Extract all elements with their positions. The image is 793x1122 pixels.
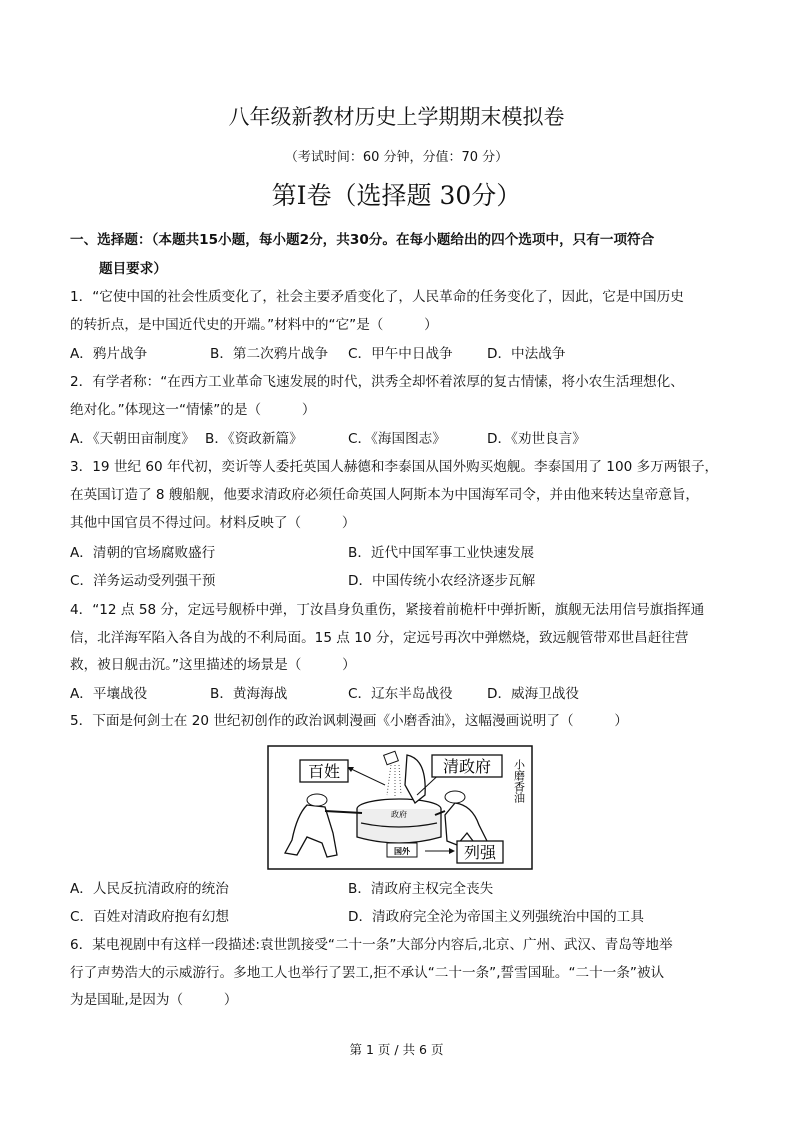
cartoon-title: 小磨香油	[512, 759, 526, 803]
question-6-text: 为是国耻,是因为（ ）	[70, 992, 238, 1008]
question-4-text: 救，被日舰击沉。”这里描述的场景是（ ）	[70, 657, 356, 673]
question-2-option-b: B．《资政新篇》	[205, 431, 303, 447]
question-2-option-a: A．《天朝田亩制度》	[70, 431, 195, 447]
exam-info: （考试时间：60 分钟，分值：70 分）	[284, 150, 509, 165]
section-heading-cont: 题目要求）	[99, 261, 167, 277]
section-heading: 一、选择题：（本题共15小题，每小题2分，共30分。在每小题给出的四个选项中，只有一项符合	[70, 232, 655, 248]
question-6-text: 行了声势浩大的示威游行。多地工人也举行了罢工,拒不承认“二十一条”,誓雪国耻。“二十一条”被认	[70, 965, 665, 981]
question-5-option-c: C．百姓对清政府抱有幻想	[70, 909, 230, 925]
question-5-option-d: D．清政府完全沦为帝国主义列强统治中国的工具	[348, 909, 644, 925]
question-4-option-b: B．黄海海战	[210, 686, 288, 702]
question-4-text: 信，北洋海军陷入各自为战的不利局面。15 点 10 分，定远号再次中弹燃烧，致远舰管带邓世昌赶往营	[70, 630, 689, 646]
question-1-option-b: B．第二次鸦片战争	[210, 346, 329, 362]
question-6-text: 6．某电视剧中有这样一段描述:袁世凯接受“二十一条”大部分内容后,北京、广州、武汉、青岛等地举	[70, 937, 673, 953]
volume-title: 第I卷（选择题 30分）	[271, 181, 522, 210]
cartoon-label-people: 百姓	[307, 762, 341, 781]
question-2-option-d: D．《劝世良言》	[487, 431, 586, 447]
exam-title: 八年级新教材历史上学期期末模拟卷	[228, 105, 565, 129]
question-2-text: 2．有学者称：“在西方工业革命飞速发展的时代，洪秀全却怀着浓厚的复古情愫，将小农生活理想化、	[70, 374, 684, 390]
cartoon-label-gov: 政府	[391, 810, 407, 819]
question-3-text: 在英国订造了 8 艘船舰，他要求清政府必须任命英国人阿斯本为中国海军司令，并由他来转达皇帝意旨，	[70, 487, 700, 503]
question-1-option-c: C．甲午中日战争	[348, 346, 453, 362]
question-4-option-c: C．辽东半岛战役	[348, 686, 453, 702]
question-2-option-c: C．《海国图志》	[348, 431, 446, 447]
cartoon-label-powers: 列强	[463, 843, 497, 862]
question-1-option-d: D．中法战争	[487, 346, 566, 362]
question-3-option-c: C．洋务运动受列强干预	[70, 573, 216, 589]
question-5-text: 5．下面是何剑士在 20 世纪初创作的政治讽刺漫画《小磨香油》，这幅漫画说明了（ ）	[70, 713, 628, 729]
question-3-option-a: A．清朝的官场腐败盛行	[70, 545, 216, 561]
cartoon-label-abroad: 国外	[394, 847, 410, 856]
question-3-option-d: D．中国传统小农经济逐步瓦解	[348, 573, 536, 589]
question-1-option-a: A．鸦片战争	[70, 346, 148, 362]
question-4-option-d: D．威海卫战役	[487, 686, 580, 702]
question-3-text: 其他中国官员不得过问。材料反映了（ ）	[70, 515, 356, 531]
question-4-option-a: A．平壤战役	[70, 686, 148, 702]
question-5-option-a: A．人民反抗清政府的统治	[70, 881, 229, 897]
cartoon-xiaomo-xiangyou	[267, 745, 533, 870]
question-1-text: 1．“它使中国的社会性质变化了，社会主要矛盾变化了，人民革命的任务变化了，因此，它是中国历史	[70, 289, 684, 305]
cartoon-label-qing: 清政府	[442, 757, 492, 776]
question-3-text: 3．19 世纪 60 年代初，奕䜣等人委托英国人赫德和李泰国从国外购买炮舰。李泰国用了 100 多万两银子，	[70, 459, 719, 475]
page-number: 第 1 页 / 共 6 页	[349, 1042, 444, 1057]
question-5-option-b: B．清政府主权完全丧失	[348, 881, 494, 897]
question-1-text: 的转折点，是中国近代史的开端。”材料中的“它”是（ ）	[70, 317, 438, 333]
question-3-option-b: B．近代中国军事工业快速发展	[348, 545, 535, 561]
question-4-text: 4．“12 点 58 分，定远号舰桥中弹，丁汝昌身负重伤，紧接着前桅杆中弹折断，旗舰无法用信号旗指挥通	[70, 602, 705, 618]
question-2-text: 绝对化。”体现这一“情愫”的是（ ）	[70, 402, 316, 418]
